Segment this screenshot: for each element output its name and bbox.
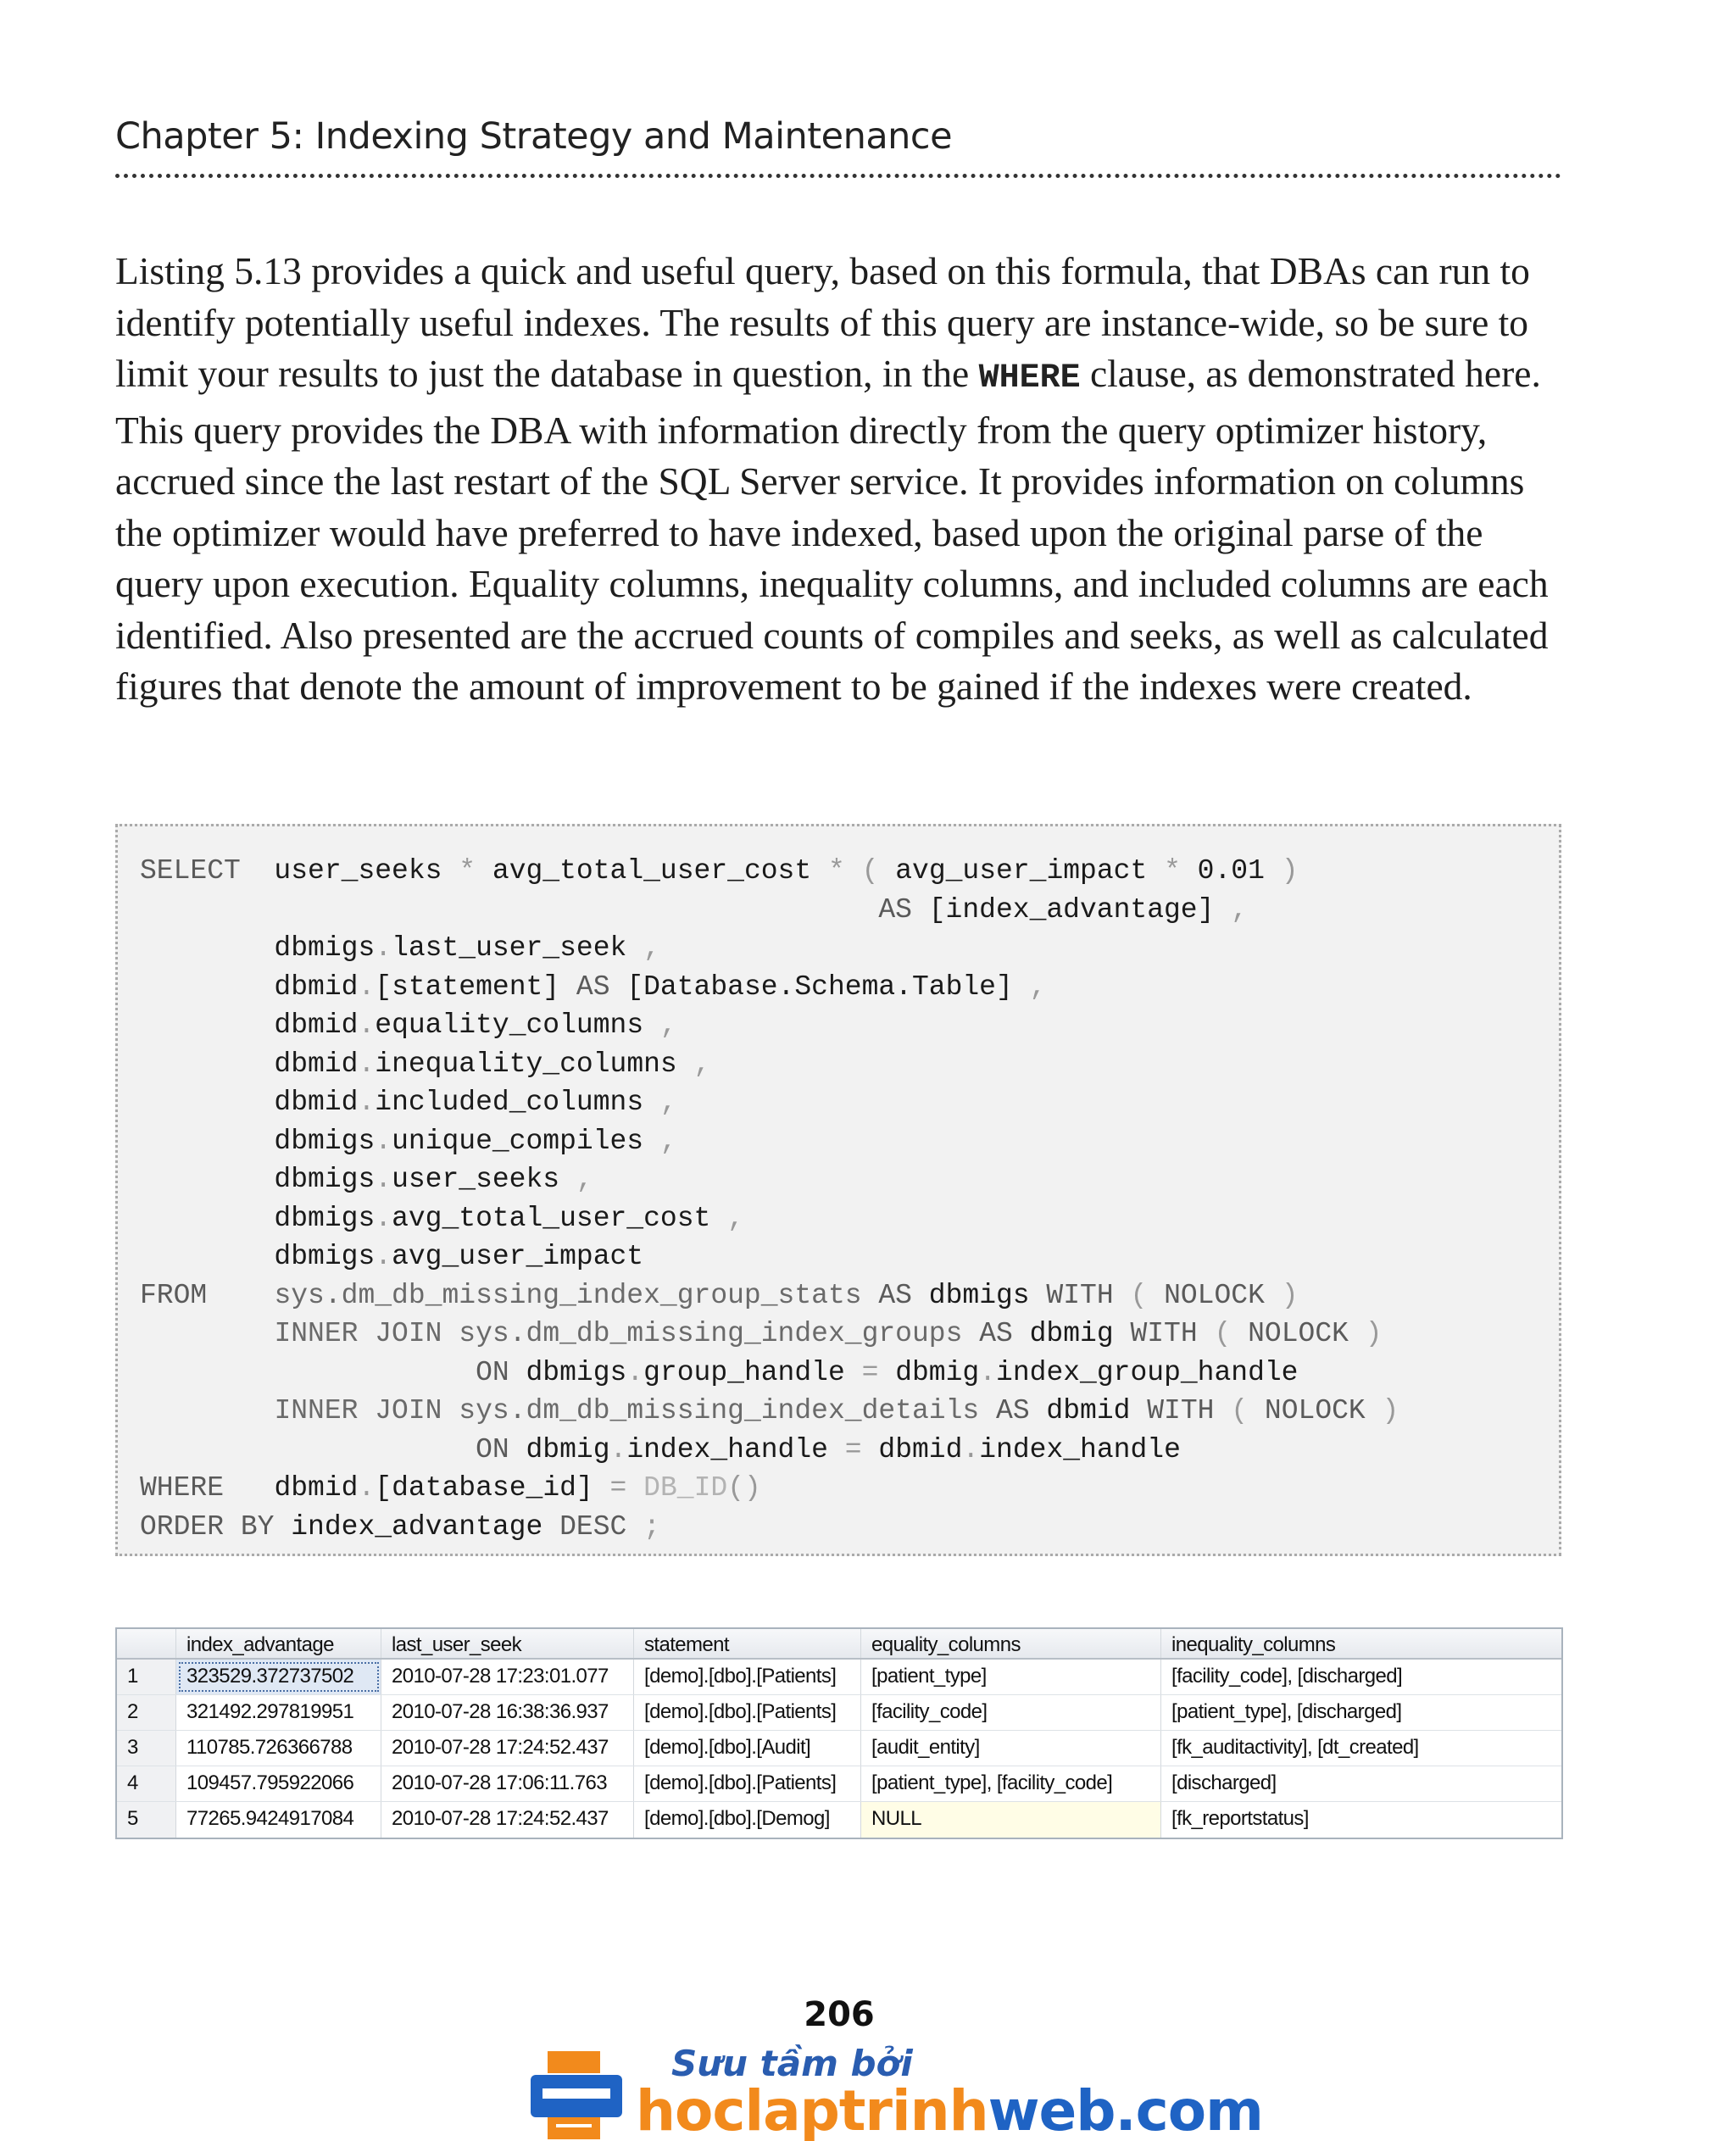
para-text-2: clause, as demonstrated here. This query provides the DBA with information directly from the query optimizer history, accrued since the last restart of the SQL Server service. It provides information on columns the optimizer would have preferred to have indexed, based upon the original parse of the query upon execution. Equality columns, inequality columns, and included columns are each identified. Also presented are the accrued counts of compiles and seeks, as well as calculated figures that denote the amount of improvement to be gained if the indexes were created. (115, 352, 1549, 708)
table-row[interactable] (117, 1766, 1561, 1802)
col-header-rownum (117, 1629, 176, 1658)
header-divider (115, 174, 1561, 178)
results-grid (115, 1627, 1563, 1839)
cell-equality-columns[interactable]: [patient_type] (861, 1660, 1161, 1694)
cell-statement[interactable]: [demo].[dbo].[Audit] (634, 1731, 861, 1766)
inline-code-where: WHERE (978, 359, 1081, 398)
cell-last-user-seek[interactable]: 2010-07-28 17:24:52.437 (381, 1802, 634, 1838)
cell-equality-columns[interactable]: [audit_entity] (861, 1731, 1161, 1766)
body-paragraph (115, 246, 1573, 713)
code-listing (115, 824, 1561, 1556)
col-header-last-user-seek[interactable]: last_user_seek (381, 1629, 634, 1658)
cell-equality-columns[interactable]: [patient_type], [facility_code] (861, 1766, 1161, 1801)
cell-last-user-seek[interactable]: 2010-07-28 17:23:01.077 (381, 1660, 634, 1694)
cell-statement[interactable]: [demo].[dbo].[Patients] (634, 1766, 861, 1801)
sql-code: SELECT user_seeks * avg_total_user_cost * ( avg_user_impact * 0.01 ) AS [index_advantage] , dbmigs.last_user_seek , dbmid.[statement] AS [Database.Schema.Table] , dbmid.equality_columns , dbmid.inequality_columns , dbmid.included_columns , dbmigs.unique_compiles , dbmigs.user_seeks , dbmigs.avg_total_user_cost , dbmigs.avg_user_impact FROM sys.dm_db_missing_index_group_stats AS dbmigs WITH ( NOLOCK ) INNER JOIN sys.dm_db_missing_index_groups AS dbmig WITH ( NOLOCK ) ON dbmigs.group_handle = dbmig.index_group_handle INNER JOIN sys.dm_db_missing_index_details AS dbmid WITH ( NOLOCK ) ON dbmig.index_handle = dbmid.index_handle WHERE dbmid.[database_id] = DB_ID() ORDER BY index_advantage DESC ; (140, 855, 1399, 1543)
cell-index-advantage[interactable]: 321492.297819951 (176, 1695, 381, 1730)
table-row[interactable] (117, 1695, 1561, 1731)
watermark-logo (527, 2043, 1263, 2141)
running-head: Chapter 5: Indexing Strategy and Maintenance (115, 115, 953, 158)
cell-inequality-columns[interactable]: [patient_type], [discharged] (1171, 1700, 1402, 1723)
table-row[interactable] (117, 1660, 1561, 1695)
cell-equality-columns[interactable]: [facility_code] (861, 1695, 1161, 1730)
col-header-inequality-columns[interactable]: inequality_columns (1171, 1633, 1336, 1656)
watermark-tagline: Sưu tầm bởi (671, 2043, 913, 2084)
cell-index-advantage[interactable]: 109457.795922066 (176, 1766, 381, 1801)
watermark-site-part2: web.com (988, 2078, 1263, 2141)
watermark-site (636, 2078, 1263, 2141)
cell-index-advantage[interactable]: 323529.372737502 (176, 1660, 381, 1694)
row-number[interactable]: 5 (117, 1802, 176, 1838)
cell-last-user-seek[interactable]: 2010-07-28 17:24:52.437 (381, 1731, 634, 1766)
col-header-statement[interactable]: statement (634, 1629, 861, 1658)
table-row[interactable] (117, 1731, 1561, 1766)
row-number[interactable]: 1 (117, 1660, 176, 1694)
cell-inequality-columns[interactable]: [fk_reportstatus] (1171, 1807, 1309, 1830)
cell-inequality-columns[interactable]: [facility_code], [discharged] (1171, 1665, 1403, 1688)
table-row[interactable] (117, 1802, 1561, 1838)
cell-equality-columns-null[interactable]: NULL (861, 1802, 1161, 1838)
row-number[interactable]: 4 (117, 1766, 176, 1801)
cell-statement[interactable]: [demo].[dbo].[Patients] (634, 1695, 861, 1730)
cell-statement[interactable]: [demo].[dbo].[Patients] (634, 1660, 861, 1694)
cell-inequality-columns[interactable]: [fk_auditactivity], [dt_created] (1171, 1736, 1419, 1759)
cell-statement[interactable]: [demo].[dbo].[Demog] (634, 1802, 861, 1838)
cell-last-user-seek[interactable]: 2010-07-28 16:38:36.937 (381, 1695, 634, 1730)
printer-logo-icon (531, 2049, 622, 2141)
watermark-site-part1: hoclaptrinh (636, 2078, 988, 2141)
row-number[interactable]: 3 (117, 1731, 176, 1766)
cell-index-advantage[interactable]: 110785.726366788 (176, 1731, 381, 1766)
para-text-1: Listing 5.13 provides a quick and useful query, based on this formula, that DBAs can run to identify potentially useful indexes. The results of this query are instance-wide, so be sure to limit your results to just the database in question, in the (115, 249, 1530, 395)
row-number[interactable]: 2 (117, 1695, 176, 1730)
col-header-index-advantage[interactable]: index_advantage (176, 1629, 381, 1658)
col-header-equality-columns[interactable]: equality_columns (861, 1629, 1161, 1658)
page-number: 206 (804, 1995, 875, 2034)
cell-index-advantage[interactable]: 77265.9424917084 (176, 1802, 381, 1838)
cell-last-user-seek[interactable]: 2010-07-28 17:06:11.763 (381, 1766, 634, 1801)
cell-inequality-columns[interactable]: [discharged] (1171, 1771, 1277, 1794)
grid-header-row (117, 1629, 1561, 1660)
